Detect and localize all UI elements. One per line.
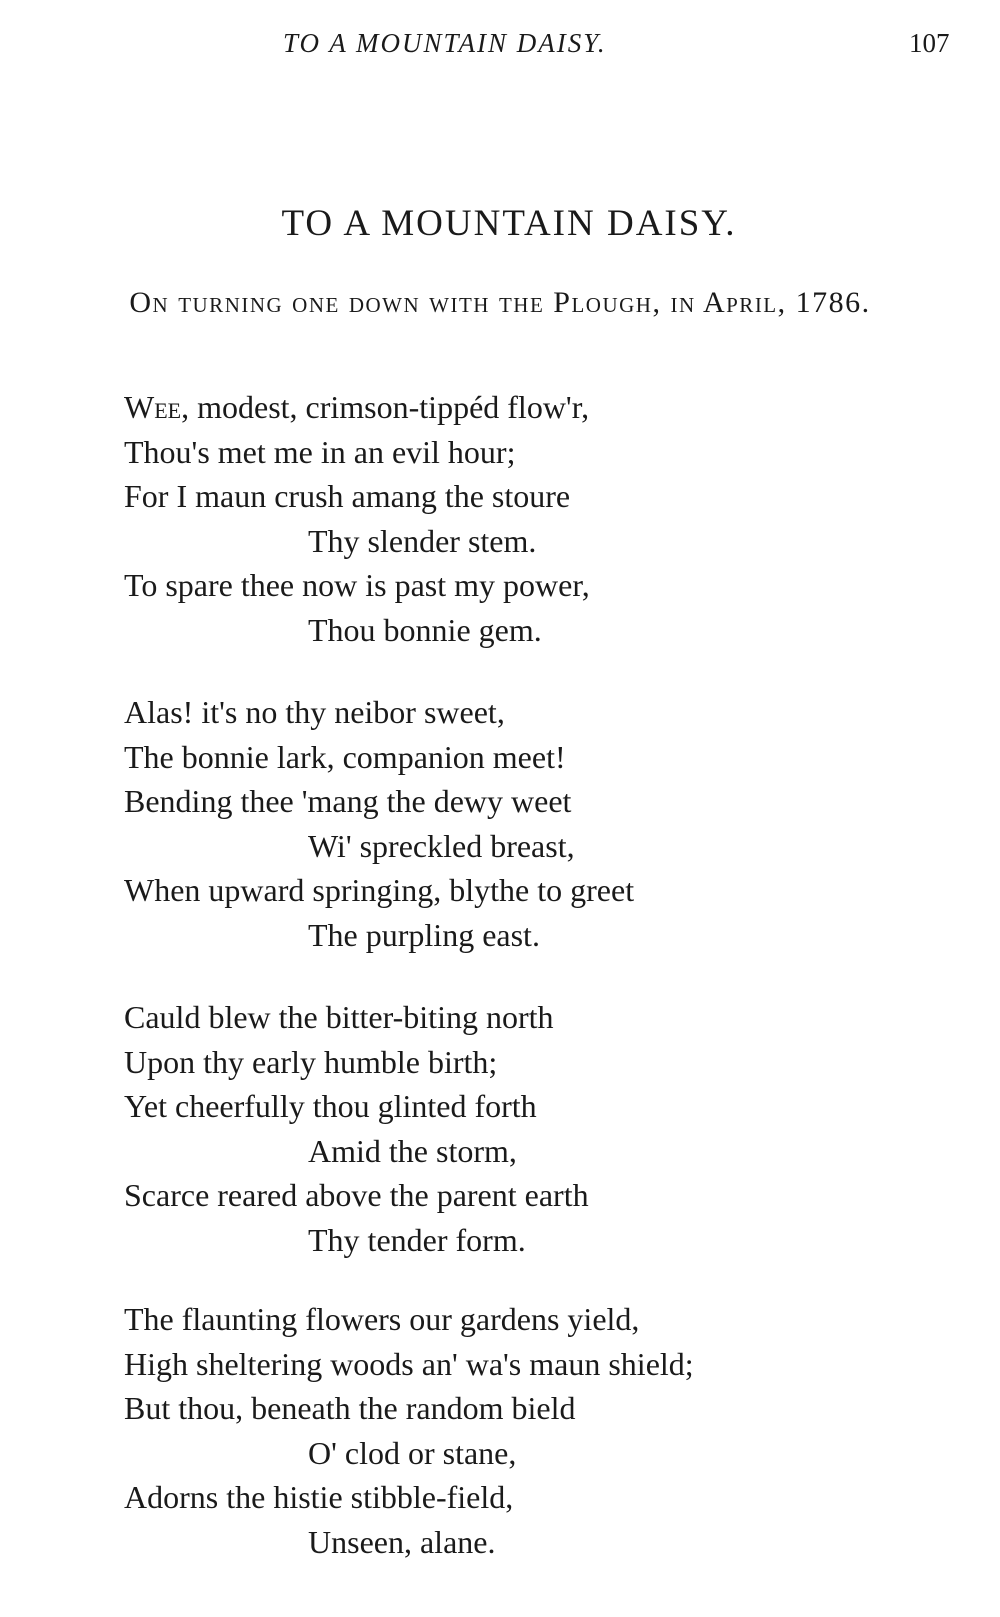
verse-line: Yet cheerfully thou glinted forth [124,1088,537,1125]
stanza-4 [124,1297,964,1565]
verse-line [124,385,964,430]
verse-line-indented: Amid the storm, [308,1132,517,1169]
verse-line: High sheltering woods an' wa's maun shield; [124,1345,694,1382]
poem-subtitle: On turning one down with the Plough, in April, 1786. [129,286,871,319]
running-title: TO A MOUNTAIN DAISY. [283,28,607,58]
verse-line: Adorns the histie stibble-field, [124,1479,514,1516]
verse-line-indented: Thy tender form. [308,1221,526,1258]
stanza-1 [124,385,964,653]
verse-line: When upward springing, blythe to greet [124,872,635,909]
verse-line: Thou's met me in an evil hour; [124,433,516,470]
poem-title: TO A MOUNTAIN DAISY. [281,203,737,244]
verse-line-indented: Wi' spreckled breast, [308,827,575,864]
verse-line-rest: modest, crimson-tippéd flow'r, [189,389,590,425]
verse-line: For I maun crush amang the stoure [124,478,571,515]
stanza-2 [124,690,964,958]
verse-line: Bending thee 'mang the dewy weet [124,783,572,820]
verse-line-indented: Unseen, alane. [308,1523,496,1560]
verse-line: Alas! it's no thy neibor sweet, [124,694,505,730]
verse-line-initial-word: Wee, [124,389,190,425]
verse-line: The flaunting flowers our gardens yield, [124,1301,640,1337]
verse-line: Upon thy early humble birth; [124,1043,498,1080]
page-number: 107 [909,28,950,58]
verse-line-indented: The purpling east. [308,916,540,953]
verse-line: The bonnie lark, companion meet! [124,738,566,775]
verse-line: But thou, beneath the random bield [124,1390,576,1427]
stanza-3 [124,995,964,1263]
verse-line: To spare thee now is past my power, [124,567,590,604]
verse-line: Cauld blew the bitter-biting north [124,999,554,1035]
verse-line-indented: Thou bonnie gem. [308,611,542,648]
verse-line-indented: Thy slender stem. [308,522,537,559]
running-head [0,28,1000,64]
verse-line: Scarce reared above the parent earth [124,1177,589,1214]
verse-line-indented: O' clod or stane, [308,1434,517,1471]
